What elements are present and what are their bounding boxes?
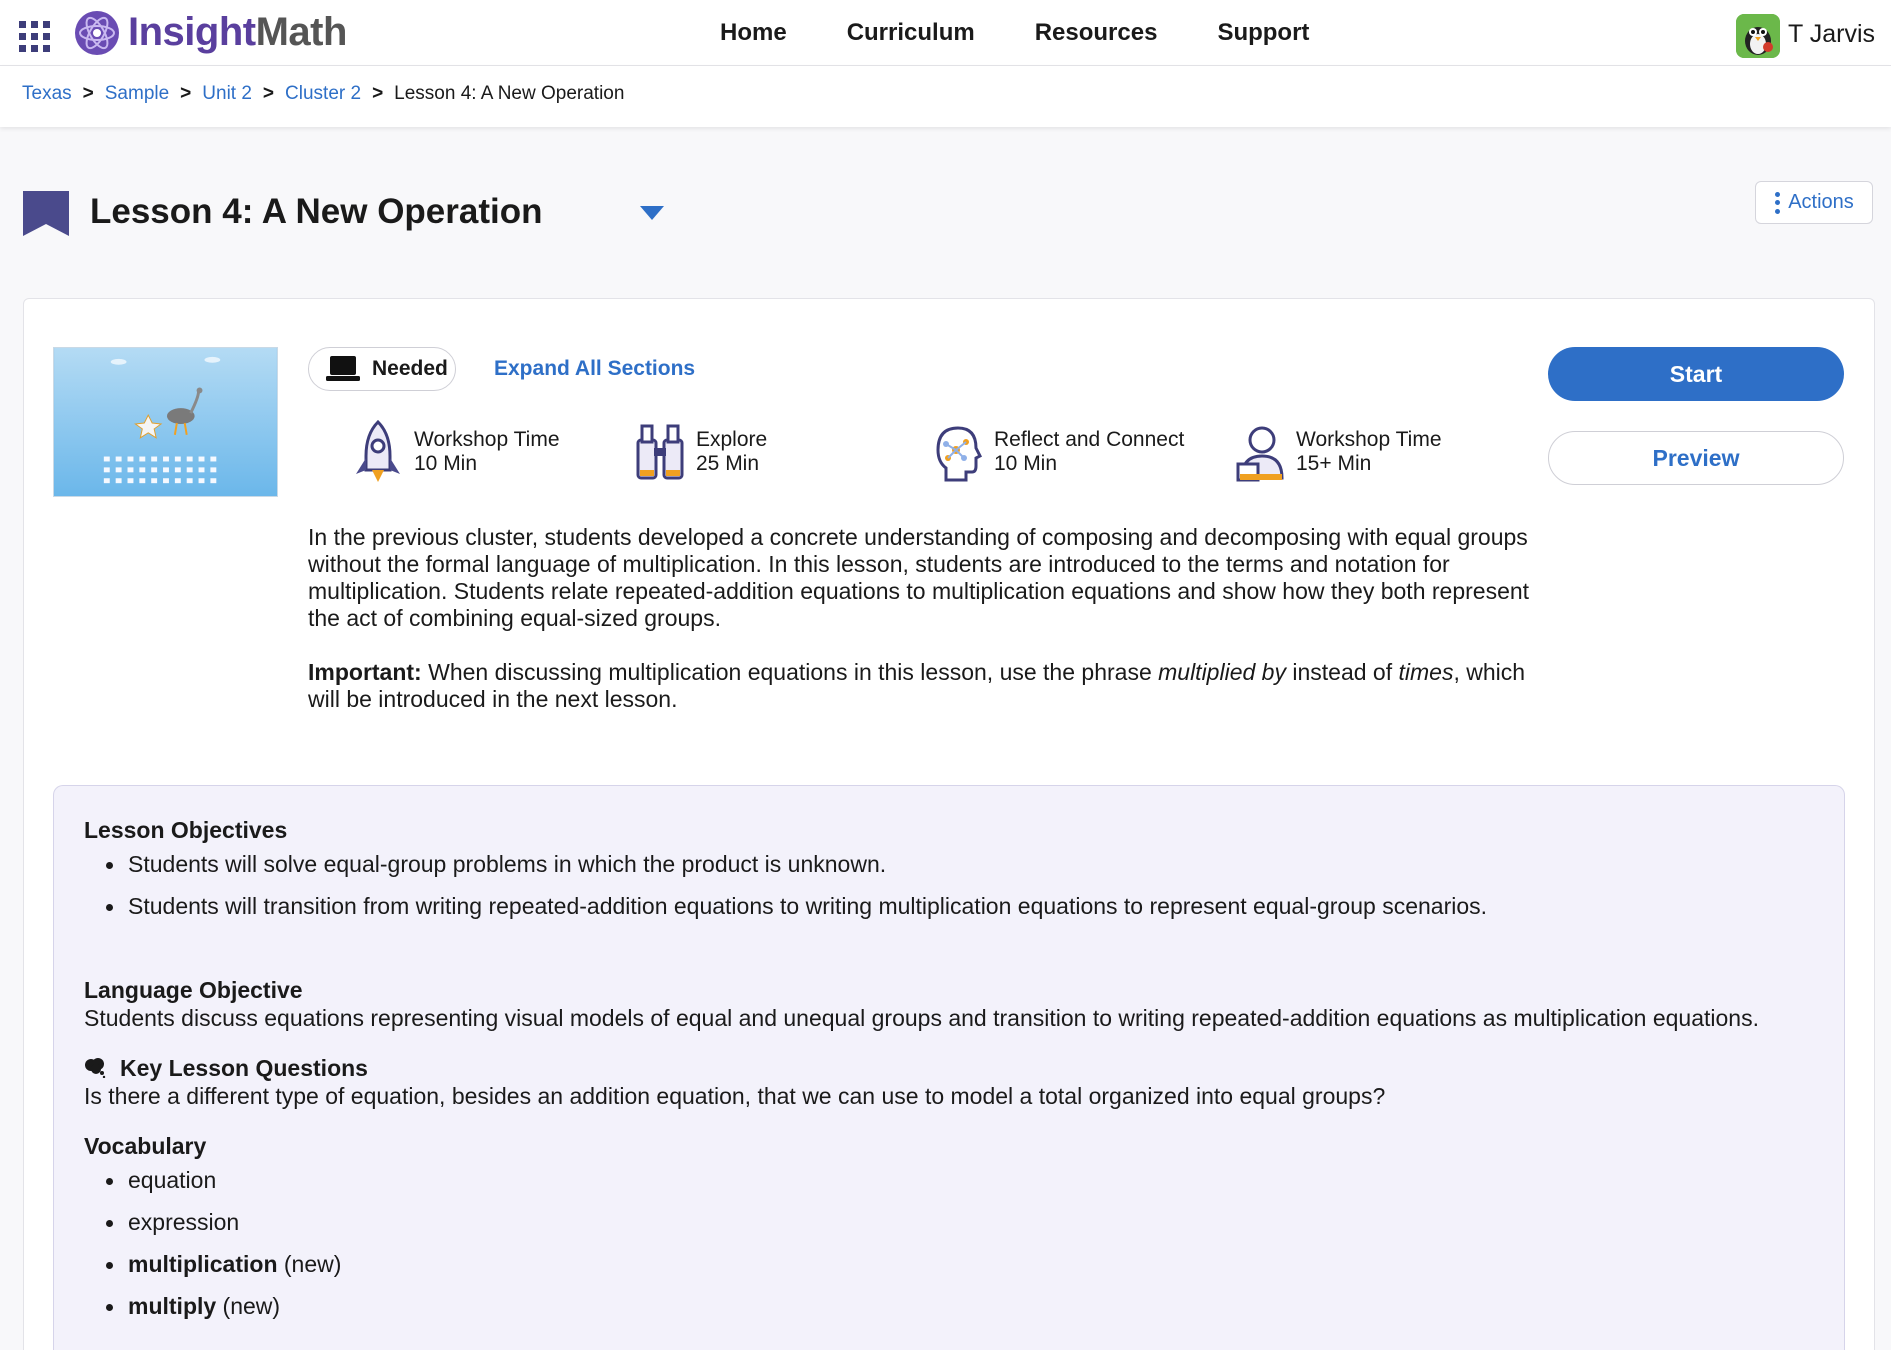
vocabulary-list	[104, 1166, 1824, 1320]
important-label: Important:	[308, 659, 422, 685]
list-item	[104, 1250, 1824, 1278]
vocab-term: multiplication	[128, 1251, 278, 1277]
actions-label: Actions	[1788, 191, 1854, 213]
phase-name: Explore	[696, 428, 768, 451]
vocab-term: multiply	[128, 1293, 217, 1319]
nav-support[interactable]: Support	[1217, 19, 1310, 46]
actions-button[interactable]	[1755, 181, 1873, 224]
list-item: expression	[104, 1208, 1824, 1236]
important-note	[308, 659, 1548, 713]
objectives-panel	[53, 785, 1845, 1350]
phase-reflect-and-connect	[932, 420, 1184, 484]
lesson-description	[308, 524, 1548, 740]
key-questions-header	[84, 1054, 1824, 1082]
key-questions-heading: Key Lesson Questions	[120, 1055, 368, 1081]
nav-resources[interactable]: Resources	[1034, 19, 1158, 46]
lesson-thumbnail[interactable]	[53, 347, 278, 497]
student-icon	[1234, 420, 1286, 484]
rocket-icon	[352, 420, 404, 484]
lesson-objectives-list	[104, 850, 1824, 920]
logo-wordmark[interactable]	[128, 10, 347, 55]
logo-icon	[72, 8, 122, 58]
app-grid-icon[interactable]	[19, 21, 50, 52]
logo-insight-text: Insight	[128, 10, 256, 54]
main-nav	[720, 0, 1369, 66]
breadcrumb-texas[interactable]: Texas	[22, 83, 72, 104]
avatar[interactable]	[1736, 14, 1780, 58]
breadcrumb-cluster-2[interactable]: Cluster 2	[285, 83, 362, 104]
language-objective-heading: Language Objective	[84, 977, 303, 1003]
chevron-down-icon[interactable]	[640, 206, 664, 220]
head-network-icon	[932, 420, 984, 484]
vocab-new-tag: (new)	[277, 1251, 342, 1277]
breadcrumb-separator: >	[262, 83, 275, 104]
list-item: Students will solve equal-group problems in which the product is unknown.	[104, 850, 1824, 878]
needed-label: Needed	[372, 357, 448, 380]
phase-duration: 10 Min	[414, 452, 478, 475]
breadcrumb-separator: >	[180, 83, 192, 104]
thought-bubble-icon	[84, 1058, 106, 1078]
important-text: When discussing multiplication equations in this lesson, use the phrase	[421, 659, 1159, 685]
breadcrumb-separator: >	[82, 83, 94, 104]
breadcrumb-bar	[0, 66, 1891, 127]
expand-all-link[interactable]: Expand All Sections	[494, 357, 696, 380]
key-questions-text: Is there a different type of equation, besides an addition equation, that we can use to model a total organized into equal groups?	[84, 1083, 1386, 1109]
more-vertical-icon	[1774, 192, 1780, 214]
breadcrumb	[22, 83, 624, 105]
phase-duration: 10 Min	[994, 452, 1058, 475]
phase-duration: 15+ Min	[1296, 452, 1372, 475]
important-emphasis: times	[1398, 659, 1454, 685]
device-needed-badge	[308, 347, 456, 391]
logo-math-text: Math	[255, 10, 347, 54]
page-title: Lesson 4: A New Operation	[90, 192, 543, 231]
bookmark-icon	[23, 191, 69, 236]
list-item: equation	[104, 1166, 1824, 1194]
phase-duration: 25 Min	[696, 452, 760, 475]
phase-name: Reflect and Connect	[994, 428, 1185, 451]
start-button[interactable]: Start	[1548, 347, 1844, 401]
important-emphasis: multiplied by	[1158, 659, 1286, 685]
binoculars-icon	[634, 420, 686, 484]
description-paragraph: In the previous cluster, students developed a concrete understanding of composing and decomposing with equal groups without the formal language of multiplication. In this lesson, students are introduced to the terms and notation for multiplication. Students relate repeated-addition equations to multiplication equations and show how they both represent the act of combining equal-sized groups.	[308, 524, 1530, 631]
top-nav	[0, 0, 1891, 66]
preview-button[interactable]: Preview	[1548, 431, 1844, 485]
user-name[interactable]: T Jarvis	[1788, 20, 1876, 48]
lesson-objectives-heading: Lesson Objectives	[84, 817, 288, 843]
laptop-icon	[326, 356, 360, 382]
list-item	[104, 1292, 1824, 1320]
nav-home[interactable]: Home	[720, 19, 787, 46]
list-item: Students will transition from writing repeated-addition equations to writing multiplication equations to represent equal-group scenarios.	[104, 892, 1824, 920]
nav-curriculum[interactable]: Curriculum	[846, 19, 975, 46]
breadcrumb-sample[interactable]: Sample	[104, 83, 170, 104]
vocabulary-heading: Vocabulary	[84, 1133, 207, 1159]
important-text: , which will be introduced in the next lesson.	[308, 659, 1526, 712]
phase-name: Workshop Time	[1296, 428, 1442, 451]
breadcrumb-unit-2[interactable]: Unit 2	[202, 83, 252, 104]
vocab-new-tag: (new)	[216, 1293, 281, 1319]
language-objective-text: Students discuss equations representing visual models of equal and unequal groups and transition to writing repeated-addition equations as multiplication equations.	[84, 1005, 1759, 1031]
phase-explore	[634, 420, 767, 484]
phase-workshop-time-2	[1234, 420, 1442, 484]
phase-workshop-time	[352, 420, 560, 484]
breadcrumb-current: Lesson 4: A New Operation	[394, 83, 625, 104]
important-text: instead of	[1285, 659, 1399, 685]
phase-name: Workshop Time	[414, 428, 560, 451]
breadcrumb-separator: >	[372, 83, 384, 104]
